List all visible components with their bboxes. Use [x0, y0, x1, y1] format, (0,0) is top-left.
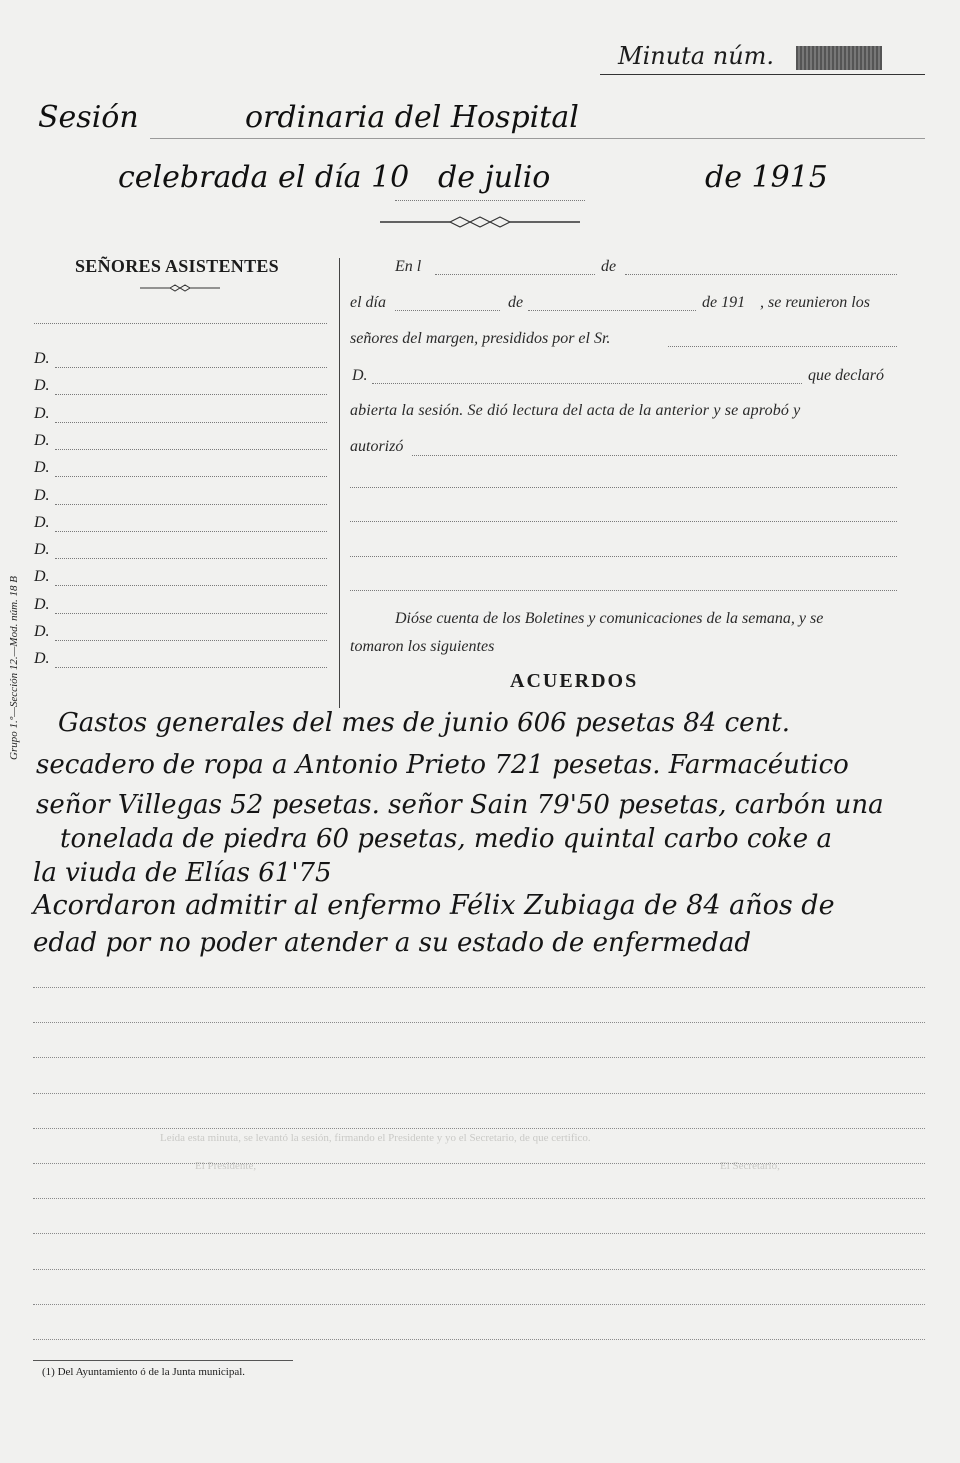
asistente-d-label: D.	[34, 486, 50, 504]
asistente-blank-line	[55, 503, 327, 505]
right-blank-2	[350, 521, 897, 522]
asistente-blank-line	[55, 421, 327, 423]
celebrada-date: celebrada el día 10	[118, 160, 410, 195]
mes-blank	[528, 310, 696, 311]
session-month: de julio	[438, 160, 551, 195]
bleed-through-secretary: El Secretario,	[720, 1160, 780, 1172]
ruled-blank-line	[33, 1162, 925, 1164]
ruled-blank-line	[33, 1092, 925, 1094]
senores-label: señores del margen, presididos por el Sr.	[350, 330, 611, 347]
ruled-blank-line	[33, 1197, 925, 1199]
asistente-d-label: D.	[34, 431, 50, 449]
asistente-blank-line	[55, 366, 327, 368]
right-blank-3	[350, 556, 897, 557]
footnote-rule	[33, 1360, 293, 1361]
asistente-d-label: D.	[34, 513, 50, 531]
handwritten-line: la viuda de Elías 61'75	[33, 858, 332, 888]
asistente-blank-line	[55, 448, 327, 450]
asistente-blank-line	[55, 530, 327, 532]
handwritten-line: secadero de ropa a Antonio Prieto 721 pesetas. Farmacéutico	[36, 750, 849, 780]
asistente-d-label: D.	[34, 568, 50, 586]
autorizo-blank	[412, 455, 897, 456]
asistente-blank-line	[55, 612, 327, 614]
asistente-blank-line	[55, 393, 327, 395]
minuta-label: Minuta núm.	[618, 42, 775, 70]
asistente-blank-line	[55, 584, 327, 586]
asistente-blank-line	[55, 666, 327, 668]
de-blank	[625, 274, 897, 275]
en-label: En l	[395, 258, 422, 275]
abierta-text: abierta la sesión. Se dió lectura del acta de la anterior y se aprobó y	[350, 402, 801, 419]
dia-blank	[395, 310, 500, 311]
asistente-d-label: D.	[34, 623, 50, 640]
asistente-d-label: D.	[34, 459, 50, 477]
ruled-blank-line	[33, 1338, 925, 1340]
asistente-d-label: D.	[34, 350, 50, 367]
handwritten-line: Acordaron admitir al enfermo Félix Zubiaga de 84 años de	[33, 890, 835, 921]
el-dia-label: el día	[350, 294, 386, 311]
handwritten-line: tonelada de piedra 60 pesetas, medio quintal carbo coke a	[60, 824, 832, 854]
d-presidente-label: D.	[352, 367, 368, 384]
right-blank-4	[350, 590, 897, 591]
asistentes-title: SEÑORES ASISTENTES	[75, 256, 279, 276]
asistente-d-label: D.	[34, 650, 50, 668]
ruled-blank-line	[33, 1021, 925, 1023]
minuta-number-redacted	[796, 46, 882, 70]
session-rule	[150, 138, 925, 139]
ruled-blank-line	[33, 1056, 925, 1058]
de2-label: de	[508, 294, 524, 311]
d-presidente-blank	[372, 383, 802, 384]
asistente-d-label: D.	[34, 404, 50, 422]
column-divider	[339, 258, 340, 708]
asistente-blank-line	[55, 475, 327, 477]
ruled-blank-line	[33, 1127, 925, 1129]
sesion-label: Sesión	[38, 100, 139, 135]
que-declaro-label: que declaró	[808, 367, 884, 384]
ornament-divider	[380, 215, 580, 229]
diose-text: Dióse cuenta de los Boletines y comunicaciones de la semana, y se	[395, 610, 824, 627]
asistente-d-label: D.	[34, 541, 50, 559]
form-model-side-label: Grupo 1.º—Sección 12.—Mod. núm. 18 B	[8, 576, 20, 760]
ruled-blank-line	[33, 986, 925, 988]
asistentes-blank-line	[34, 323, 327, 324]
asistentes-ornament	[140, 284, 220, 292]
acuerdos-heading: ACUERDOS	[510, 670, 639, 692]
asistente-d-label: D.	[34, 377, 50, 395]
date-rule	[395, 200, 585, 201]
presidente-blank	[668, 346, 897, 347]
session-year: de 1915	[705, 160, 828, 195]
autorizo-label: autorizó	[350, 438, 404, 455]
bleed-through-president: El Presidente,	[195, 1160, 257, 1172]
ruled-blank-line	[33, 1303, 925, 1305]
right-blank-1	[350, 487, 897, 488]
year-label: de 191	[702, 294, 746, 311]
asistente-blank-line	[55, 557, 327, 559]
asistente-d-label: D.	[34, 595, 50, 613]
en-blank	[435, 274, 595, 275]
asistente-blank-line	[55, 639, 327, 641]
session-type: ordinaria del Hospital	[245, 100, 579, 135]
tomaron-text: tomaron los siguientes	[350, 638, 495, 655]
ruled-blank-line	[33, 1232, 925, 1234]
ruled-blank-line	[33, 1268, 925, 1270]
handwritten-line: señor Villegas 52 pesetas. señor Sain 79'50 pesetas, carbón una	[36, 790, 884, 820]
reunieron-label: , se reunieron los	[760, 294, 870, 311]
de-label: de	[601, 258, 617, 275]
handwritten-line: Gastos generales del mes de junio 606 pesetas 84 cent.	[58, 708, 791, 738]
handwritten-line: edad por no poder atender a su estado de enfermedad	[33, 928, 751, 958]
bleed-through-line: Leída esta minuta, se levantó la sesión, firmando el Presidente y yo el Secretario, de que certifico.	[160, 1132, 591, 1144]
footnote: (1) Del Ayuntamiento ó de la Junta municipal.	[42, 1366, 246, 1378]
